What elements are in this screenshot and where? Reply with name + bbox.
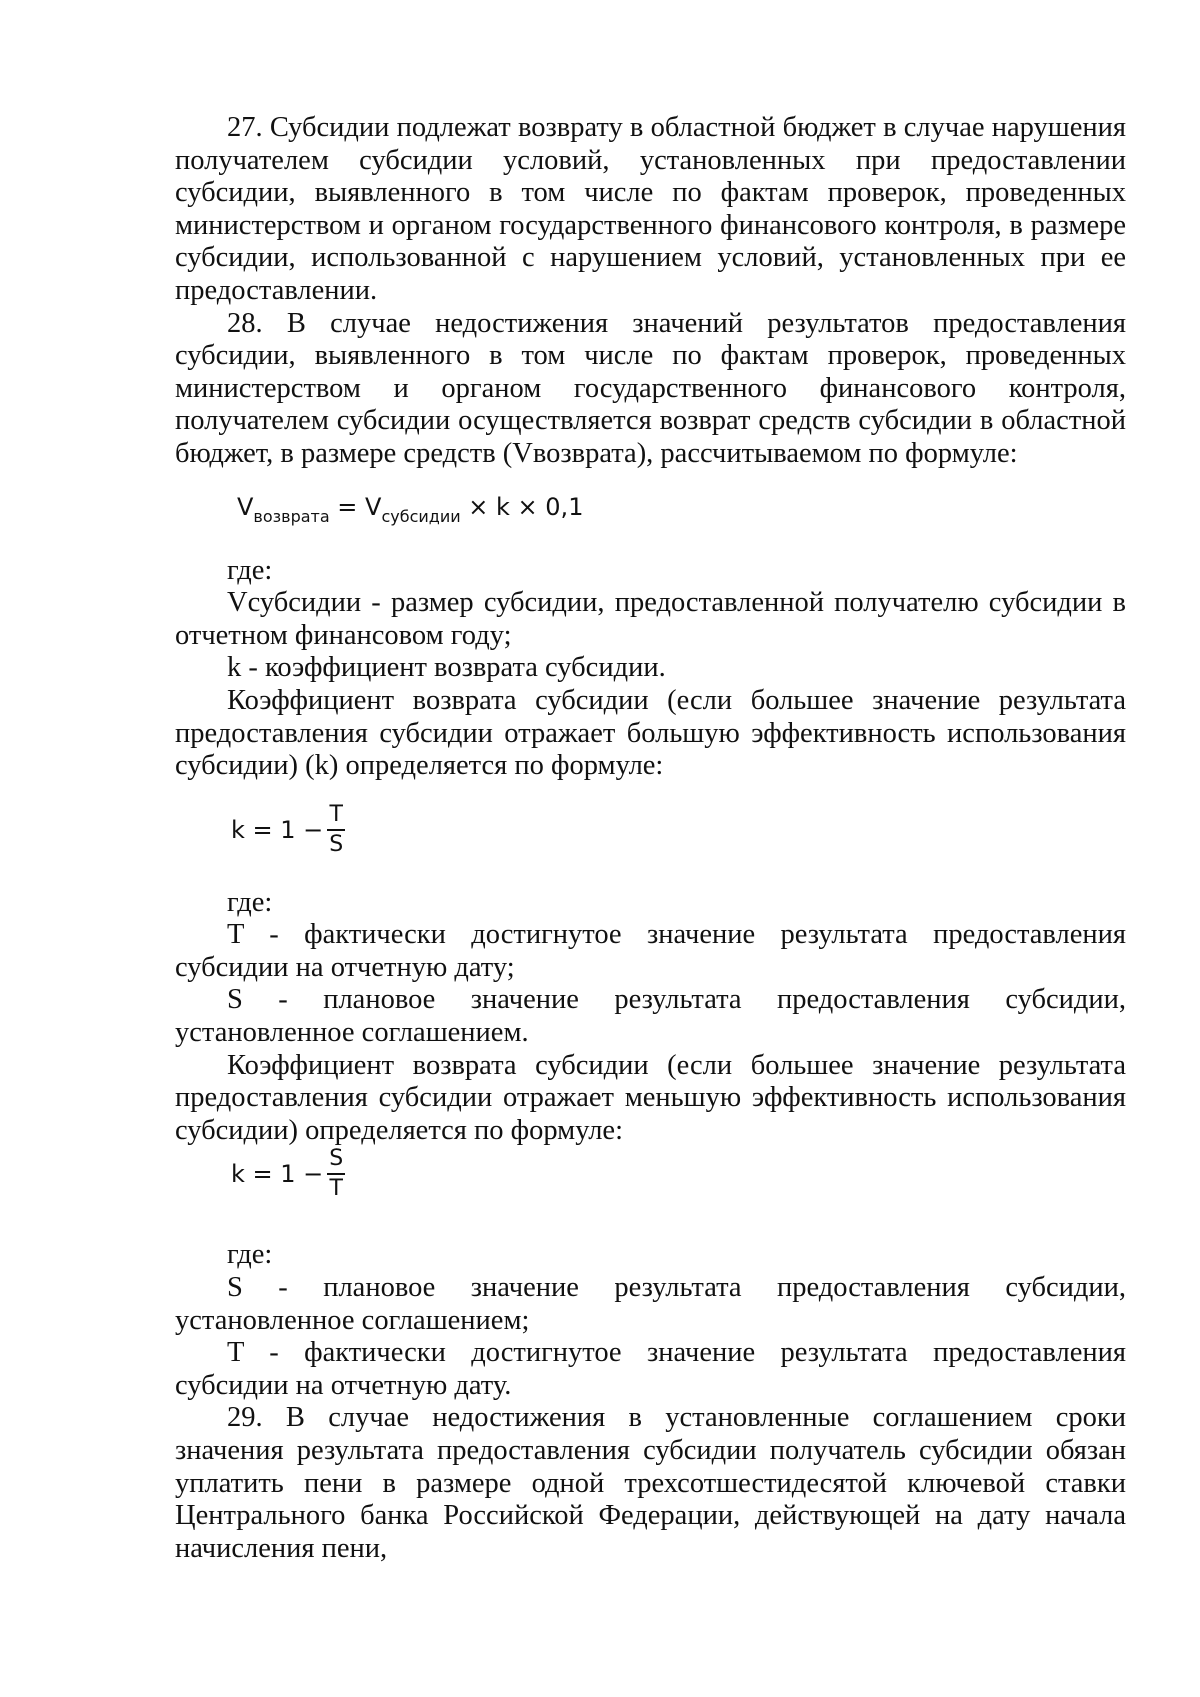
fraction	[327, 803, 345, 857]
definition-k: k - коэффициент возврата субсидии.	[227, 652, 666, 684]
formula-k-s-over-t: k = 1 − $\frac{S}{T}$	[231, 1147, 1126, 1201]
definition-s-2: S - плановое значение результата предоставления субсидии, установленное соглашением;	[175, 1272, 1126, 1336]
document-page	[175, 112, 1126, 1565]
coefficient-intro-1: Коэффициент возврата субсидии (если большее значение результата предоставления субсидии отражает большую эффективность использования субсидии) (k) определяется по формуле:	[175, 684, 1126, 782]
fraction-bar	[327, 1173, 345, 1175]
fraction-numerator: S	[329, 1146, 344, 1172]
fraction-numerator: T	[329, 801, 343, 827]
paragraph-27: 27. Субсидии подлежат возврату в областной бюджет в случае нарушения получателем субсидии условий, установленных при предоставлении субсидии, выявленного в том числе по фактам проверок, проведенных министерством и органом государственного финансового контроля, в размере субсидии, использованной с нарушением условий, установленных при ее предоставлении.	[175, 112, 1126, 306]
fraction-denominator: S	[329, 831, 344, 857]
where-label: где:	[227, 1239, 273, 1271]
fraction-bar	[327, 829, 345, 831]
where-label: где:	[227, 554, 273, 586]
definition-t-2: T - фактически достигнутое значение результата предоставления субсидии на отчетную дату.	[175, 1337, 1126, 1401]
fraction-denominator: T	[329, 1176, 343, 1202]
fraction	[327, 1147, 345, 1201]
paragraph-29: 29. В случае недостижения в установленные соглашением сроки значения результата предоставления субсидии получатель субсидии обязан уплатить пени в размере одной трехсотшестидесятой ключевой ставки Центрального банка Российской Федерации, действующей на дату начала начисления пени,	[175, 1402, 1126, 1564]
definition-t-1: T - фактически достигнутое значение результата предоставления субсидии на отчетную дату;	[175, 919, 1126, 983]
definition-s-1: S - плановое значение результата предоставления субсидии, установленное соглашением.	[175, 984, 1126, 1049]
where-label: где:	[227, 886, 273, 918]
definition-vsubsidii: Vсубсидии - размер субсидии, предоставленной получателю субсидии в отчетном финансовом году;	[175, 587, 1126, 651]
paragraph-28: 28. В случае недостижения значений результатов предоставления субсидии, выявленного в том числе по фактам проверок, проведенных министерством и органом государственного финансового контроля, получателем субсидии осуществляется возврат средств субсидии в областной бюджет, в размере средств (Vвозврата), рассчитываемом по формуле:	[175, 307, 1126, 469]
formula-subscript: возврата	[253, 506, 330, 526]
coefficient-intro-2: Коэффициент возврата субсидии (если большее значение результата предоставления субсидии отражает меньшую эффективность использования субсидии) определяется по формуле:	[175, 1049, 1126, 1146]
formula-subscript: субсидии	[381, 506, 461, 526]
formula-v-vozvrata: $V_{возврата} = V_{субсидии} \times k \times 0,1$	[237, 492, 584, 526]
formula-k-t-over-s: k = 1 − $\frac{T}{S}$	[231, 803, 1126, 857]
